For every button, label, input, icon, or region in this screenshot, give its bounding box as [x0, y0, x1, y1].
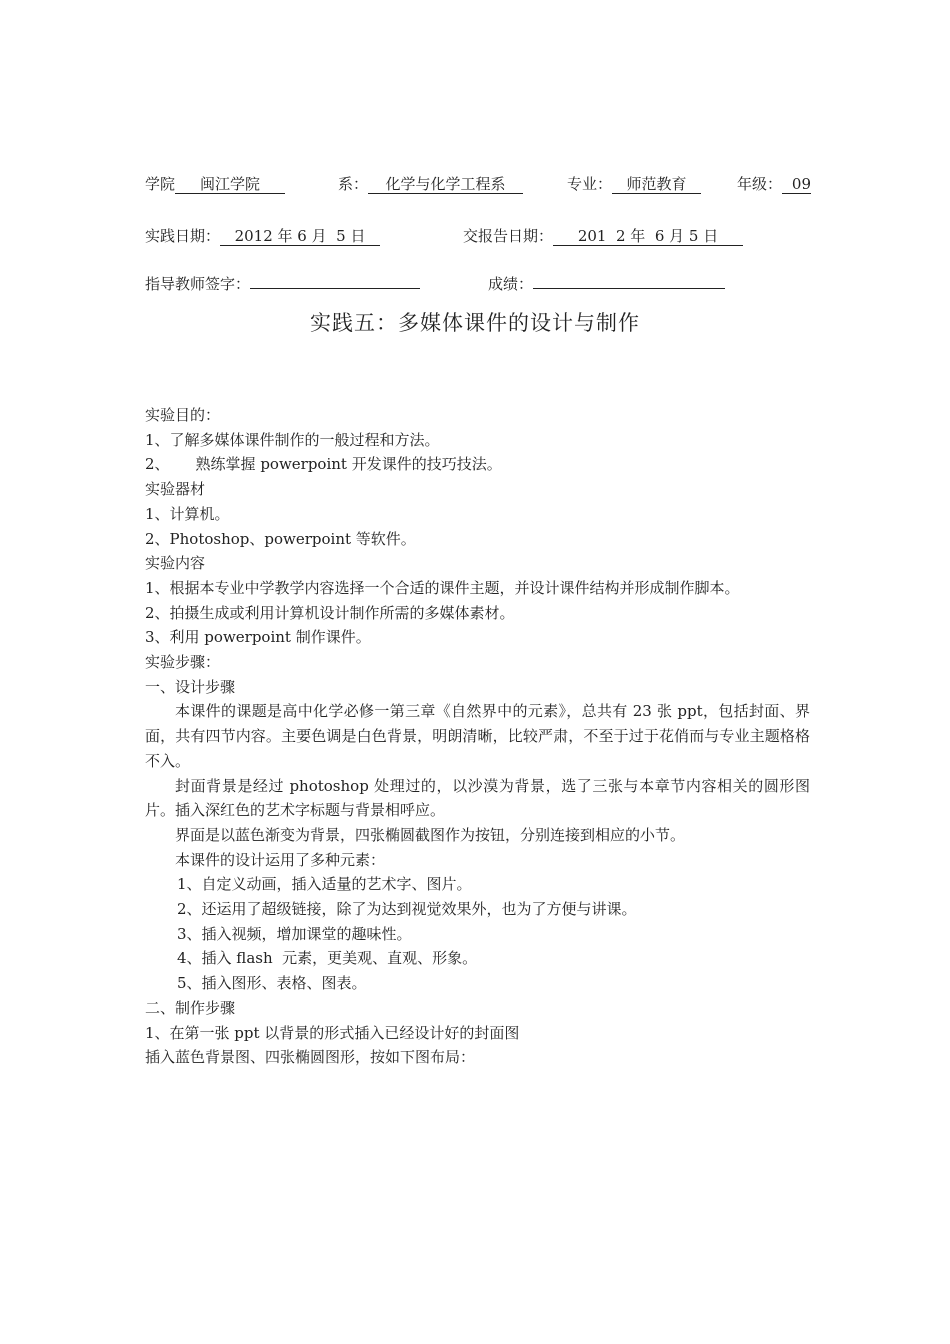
report-date-label: 交报告日期：	[463, 227, 554, 245]
steps-heading: 实验步骤：	[145, 653, 221, 672]
purpose-item-2-text: 熟练掌握 powerpoint 开发课件的技巧技法。	[195, 455, 502, 474]
grade-value: 09	[782, 176, 811, 194]
element-item-1: 1、自定义动画，插入适量的艺术字、图片。	[177, 875, 472, 894]
report-body	[145, 403, 810, 1070]
practice-date-value: 2012 年 6 月 5 日	[220, 228, 380, 246]
college-value: 闽江学院	[175, 176, 285, 194]
design-heading: 一、设计步骤	[145, 677, 236, 696]
content-item-3: 3、利用 powerpoint 制作课件。	[145, 628, 371, 647]
dept-value: 化学与化学工程系	[368, 176, 523, 194]
header-row-college	[145, 174, 285, 194]
header-teacher-sign	[145, 274, 420, 294]
teacher-sign-blank	[250, 274, 420, 289]
design-paragraph-2: 封面背景是经过 photoshop 处理过的，以沙漠为背景，选了三张与本章节内容相关的圆形图片。插入深红色的艺术字标题与背景相呼应。	[145, 776, 810, 820]
grade-label: 年级：	[737, 175, 783, 193]
purpose-heading: 实验目的：	[145, 406, 221, 424]
make-heading: 二、制作步骤	[145, 998, 236, 1017]
dept-label: 系：	[338, 175, 369, 193]
make-step-2: 插入蓝色背景图、四张椭圆图形，按如下图布局：	[145, 1048, 476, 1067]
header-score	[488, 274, 725, 294]
equipment-item-1: 1、计算机。	[145, 504, 230, 523]
header-dept	[338, 174, 523, 194]
header-practice-date	[145, 226, 380, 246]
equipment-item-2: 2、Photoshop、powerpoint 等软件。	[145, 529, 416, 548]
element-item-3: 3、插入视频，增加课堂的趣味性。	[177, 924, 412, 943]
element-item-4: 4、插入 flash 元素，更美观、直观、形象。	[177, 949, 478, 968]
content-item-2: 2、拍摄生成或利用计算机设计制作所需的多媒体素材。	[145, 603, 515, 622]
report-date-value: 201 2 年 6 月 5 日	[553, 228, 743, 246]
page-title: 实践五：多媒体课件的设计与制作	[310, 311, 640, 335]
design-paragraph-4: 本课件的设计运用了多种元素：	[175, 850, 386, 869]
purpose-item-2	[145, 452, 810, 477]
purpose-item-1: 1、了解多媒体课件制作的一般过程和方法。	[145, 430, 440, 449]
header-report-date	[463, 226, 743, 246]
score-label: 成绩：	[488, 275, 534, 293]
make-step-1: 1、在第一张 ppt 以背景的形式插入已经设计好的封面图	[145, 1023, 520, 1042]
design-paragraph-1: 本课件的课题是高中化学必修一第三章《自然界中的元素》，总共有 23 张 ppt，包括封面、界面，共有四节内容。主要色调是白色背景，明朗清晰，比较严肃，不至于过于花俏而与专业主题格格不入。	[145, 702, 810, 770]
major-label: 专业：	[567, 175, 613, 193]
header-major	[567, 174, 701, 194]
teacher-sign-label: 指导教师签字：	[145, 275, 251, 293]
purpose-item-2-number: 2、	[145, 455, 170, 474]
major-value: 师范教育	[612, 176, 701, 194]
college-label: 学院	[145, 175, 176, 193]
score-blank	[533, 274, 725, 289]
element-item-5: 5、插入图形、表格、图表。	[177, 974, 367, 993]
practice-date-label: 实践日期：	[145, 227, 221, 245]
equipment-heading: 实验器材	[145, 480, 206, 499]
content-item-1: 1、根据本专业中学教学内容选择一个合适的课件主题，并设计课件结构并形成制作脚本。	[145, 578, 740, 597]
header-grade	[737, 174, 811, 194]
design-paragraph-3: 界面是以蓝色渐变为背景，四张椭圆截图作为按钮，分别连接到相应的小节。	[175, 825, 686, 844]
content-heading: 实验内容	[145, 554, 206, 573]
element-item-2: 2、还运用了超级链接，除了为达到视觉效果外，也为了方便与讲课。	[177, 900, 637, 919]
